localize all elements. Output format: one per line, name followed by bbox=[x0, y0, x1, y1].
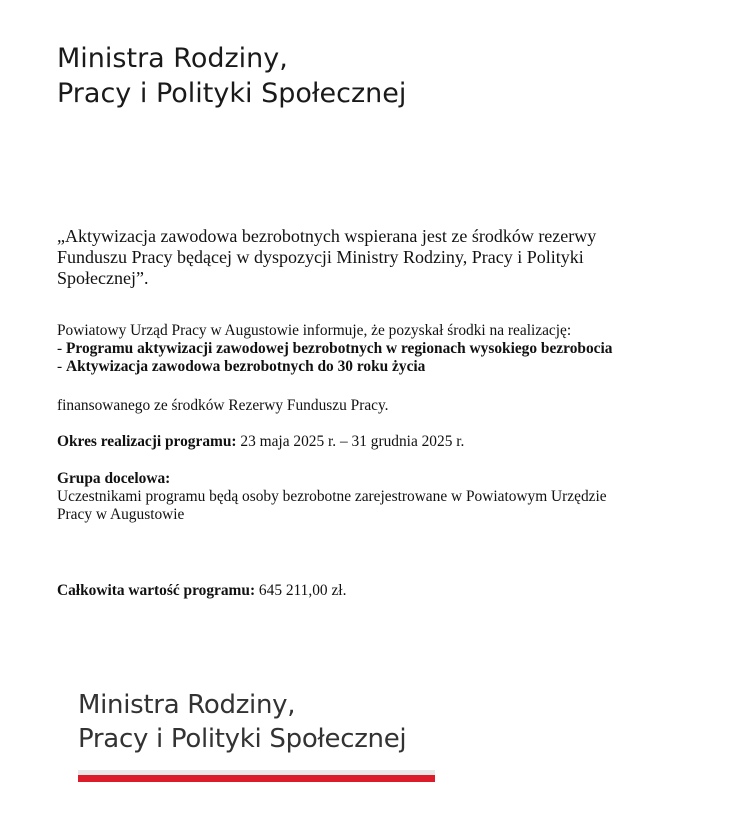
financing-text: finansowanego ze środków Rezerwy Funduszu Pracy. bbox=[57, 397, 389, 414]
program-total-value bbox=[57, 582, 346, 600]
program-period bbox=[57, 433, 464, 451]
period-label: Okres realizacji programu: bbox=[57, 433, 237, 450]
quote-line-2: Funduszu Pracy będącej w dyspozycji Ministry Rodziny, Pracy i Polityki bbox=[57, 247, 584, 267]
page-title-line-2: Pracy i Polityki Społecznej bbox=[57, 78, 407, 109]
program-quote bbox=[57, 226, 657, 289]
program-item-2-name: Aktywizacja zawodowa bezrobotnych do 30 roku życia bbox=[65, 358, 426, 375]
ministry-logo-text bbox=[78, 688, 436, 756]
target-group-line-1: Uczestnikami programu będą osoby bezrobotne zarejestrowane w Powiatowym Urzędzie bbox=[57, 488, 607, 505]
target-group-line-2: Pracy w Augustowie bbox=[57, 506, 185, 523]
quote-line-3: Społecznej”. bbox=[57, 268, 149, 288]
info-intro: Powiatowy Urząd Pracy w Augustowie informuje, że pozyskał środki na realizację: bbox=[57, 322, 572, 339]
target-group-label: Grupa docelowa: bbox=[57, 470, 171, 487]
ministry-logo-flag-bar bbox=[78, 770, 435, 782]
period-value: 23 maja 2025 r. – 31 grudnia 2025 r. bbox=[236, 433, 465, 450]
program-item-1 bbox=[57, 340, 697, 358]
total-label: Całkowita wartość programu: bbox=[57, 582, 256, 599]
program-item-2 bbox=[57, 358, 697, 376]
program-item-1-name: Programu aktywizacji zawodowej bezrobotnych w regionach wysokiego bezrobocia bbox=[65, 340, 613, 357]
target-group bbox=[57, 470, 667, 524]
ministry-logo-line-1: Ministra Rodziny, bbox=[78, 690, 296, 720]
ministry-logo-line-2: Pracy i Polityki Społecznej bbox=[78, 724, 407, 754]
ministry-logo bbox=[78, 688, 436, 782]
flag-bar-red bbox=[78, 775, 435, 782]
page-title-line-1: Ministra Rodziny, bbox=[57, 43, 288, 74]
program-item-1-dash: - bbox=[57, 340, 66, 357]
info-paragraph bbox=[57, 322, 697, 376]
total-value: 645 211,00 zł. bbox=[255, 582, 347, 599]
page-title bbox=[57, 41, 406, 111]
quote-line-1: „Aktywizacja zawodowa bezrobotnych wspierana jest ze środków rezerwy bbox=[57, 226, 597, 246]
program-item-2-dash: - bbox=[57, 358, 66, 375]
